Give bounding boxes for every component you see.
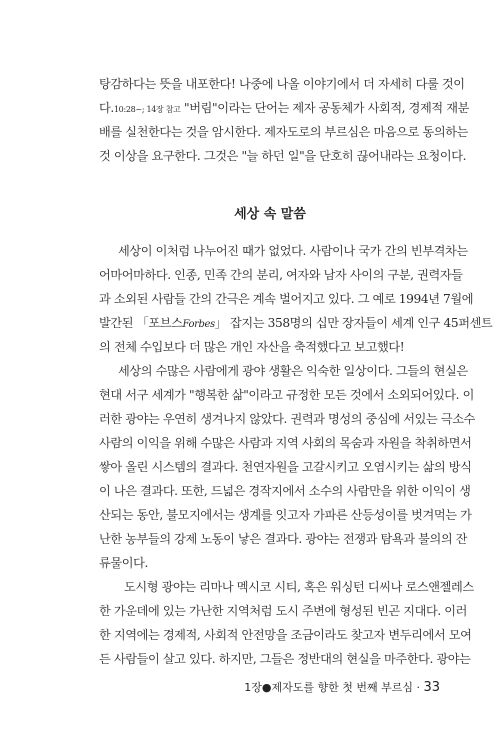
body-text-line: 어마어마하다. 인종, 민족 간의 분리, 여자와 남자 사이의 구분, 권력자들: [99, 268, 463, 282]
body-text-line: 한 지역에는 경제적, 사회적 안전망을 조금이라도 찾고자 변두리에서 모여: [99, 628, 472, 642]
body-text-line: 러한 광야는 우연히 생겨나지 않았다. 권력과 명성의 중심에 서있는 극소수: [99, 412, 475, 426]
running-footer: [244, 681, 440, 695]
footer-chapter-title: 제자도를 향한 첫 번째 부르심: [271, 681, 413, 694]
body-text-line: 사람의 이익을 위해 수많은 사람과 지역 사회의 목숨과 자원을 착취하면서: [99, 436, 472, 450]
body-text-line: 과 소외된 사람들 간의 간극은 계속 벌어지고 있다. 그 예로 1994년 7월에: [99, 292, 474, 306]
body-text-line: 류물이다.: [99, 556, 148, 570]
body-text-line: 난한 농부들의 강제 노동이 낳은 결과다. 광야는 전쟁과 탐욕과 불의의 잔: [99, 532, 468, 546]
body-text-line: 탕감하다는 뜻을 내포한다! 나중에 나올 이야기에서 더 자세히 다룰 것이: [99, 77, 465, 91]
body-text-fragment: "버림"이라는 단어는 제자 공동체가 사회적, 경제적 재분: [180, 101, 469, 115]
page-number: 33: [423, 680, 440, 695]
body-text-line: [99, 315, 493, 333]
body-text-line: 쌓아 올린 시스템의 결과다. 천연자원을 고갈시키고 오염시키는 삶의 방식: [99, 460, 472, 474]
body-text-line: 배를 실천한다는 것을 암시한다. 제자도로의 부르심은 마음으로 동의하는: [99, 125, 468, 139]
body-text-line: 이 나은 결과다. 또한, 드넓은 경작지에서 소수의 사람만을 위한 이익이 생: [99, 484, 471, 498]
body-text-fragment: 」 잡지는 358명의 십만 장자들이 세계 인구 45퍼센트: [214, 316, 493, 330]
body-text-line: 한 가운데에 있는 가난한 지역처럼 도시 주변에 형성된 빈곤 지대다. 이러: [99, 604, 468, 618]
body-text-line: 의 전체 수입보다 더 많은 개인 자산을 축적했다고 보고했다!: [99, 340, 405, 354]
magazine-name-english: Forbes: [182, 319, 215, 330]
body-text-line: 현대 서구 세계가 "행복한 삶"이라고 규정한 모든 것에서 소외되어있다. 이: [99, 388, 474, 402]
body-text-fragment: 다.: [99, 101, 114, 115]
section-heading: 세상 속 말씀: [234, 207, 306, 222]
footer-chapter: 1장: [244, 681, 262, 694]
body-text-line: [99, 100, 469, 118]
body-text-line: 산되는 동안, 불모지에서는 생계를 잇고자 가파른 산등성이를 벗겨먹는 가: [99, 508, 472, 522]
body-text-fragment: 발간된 「포브스: [99, 316, 183, 330]
footer-separator: ·: [412, 681, 424, 694]
scripture-reference: 10:28~; 14장 참고: [113, 105, 181, 114]
body-text-line: 세상의 수많은 사람에게 광야 생활은 익숙한 일상이다. 그들의 현실은: [118, 364, 468, 378]
body-text-line: 든 사람들이 살고 있다. 하지만, 그들은 정반대의 현실을 마주한다. 광야는: [99, 652, 471, 666]
body-text-line: 도시형 광야는 리마나 멕시코 시티, 혹은 워싱턴 디씨나 로스앤젤레스: [124, 580, 474, 594]
body-text-line: 세상이 이처럼 나누어진 때가 없었다. 사람이나 국가 간의 빈부격차는: [118, 244, 468, 258]
footer-bullet-icon: ●: [261, 681, 272, 694]
body-text-line: 것 이상을 요구한다. 그것은 "늘 하던 일"을 단호히 끊어내라는 요청이다.: [99, 149, 467, 163]
